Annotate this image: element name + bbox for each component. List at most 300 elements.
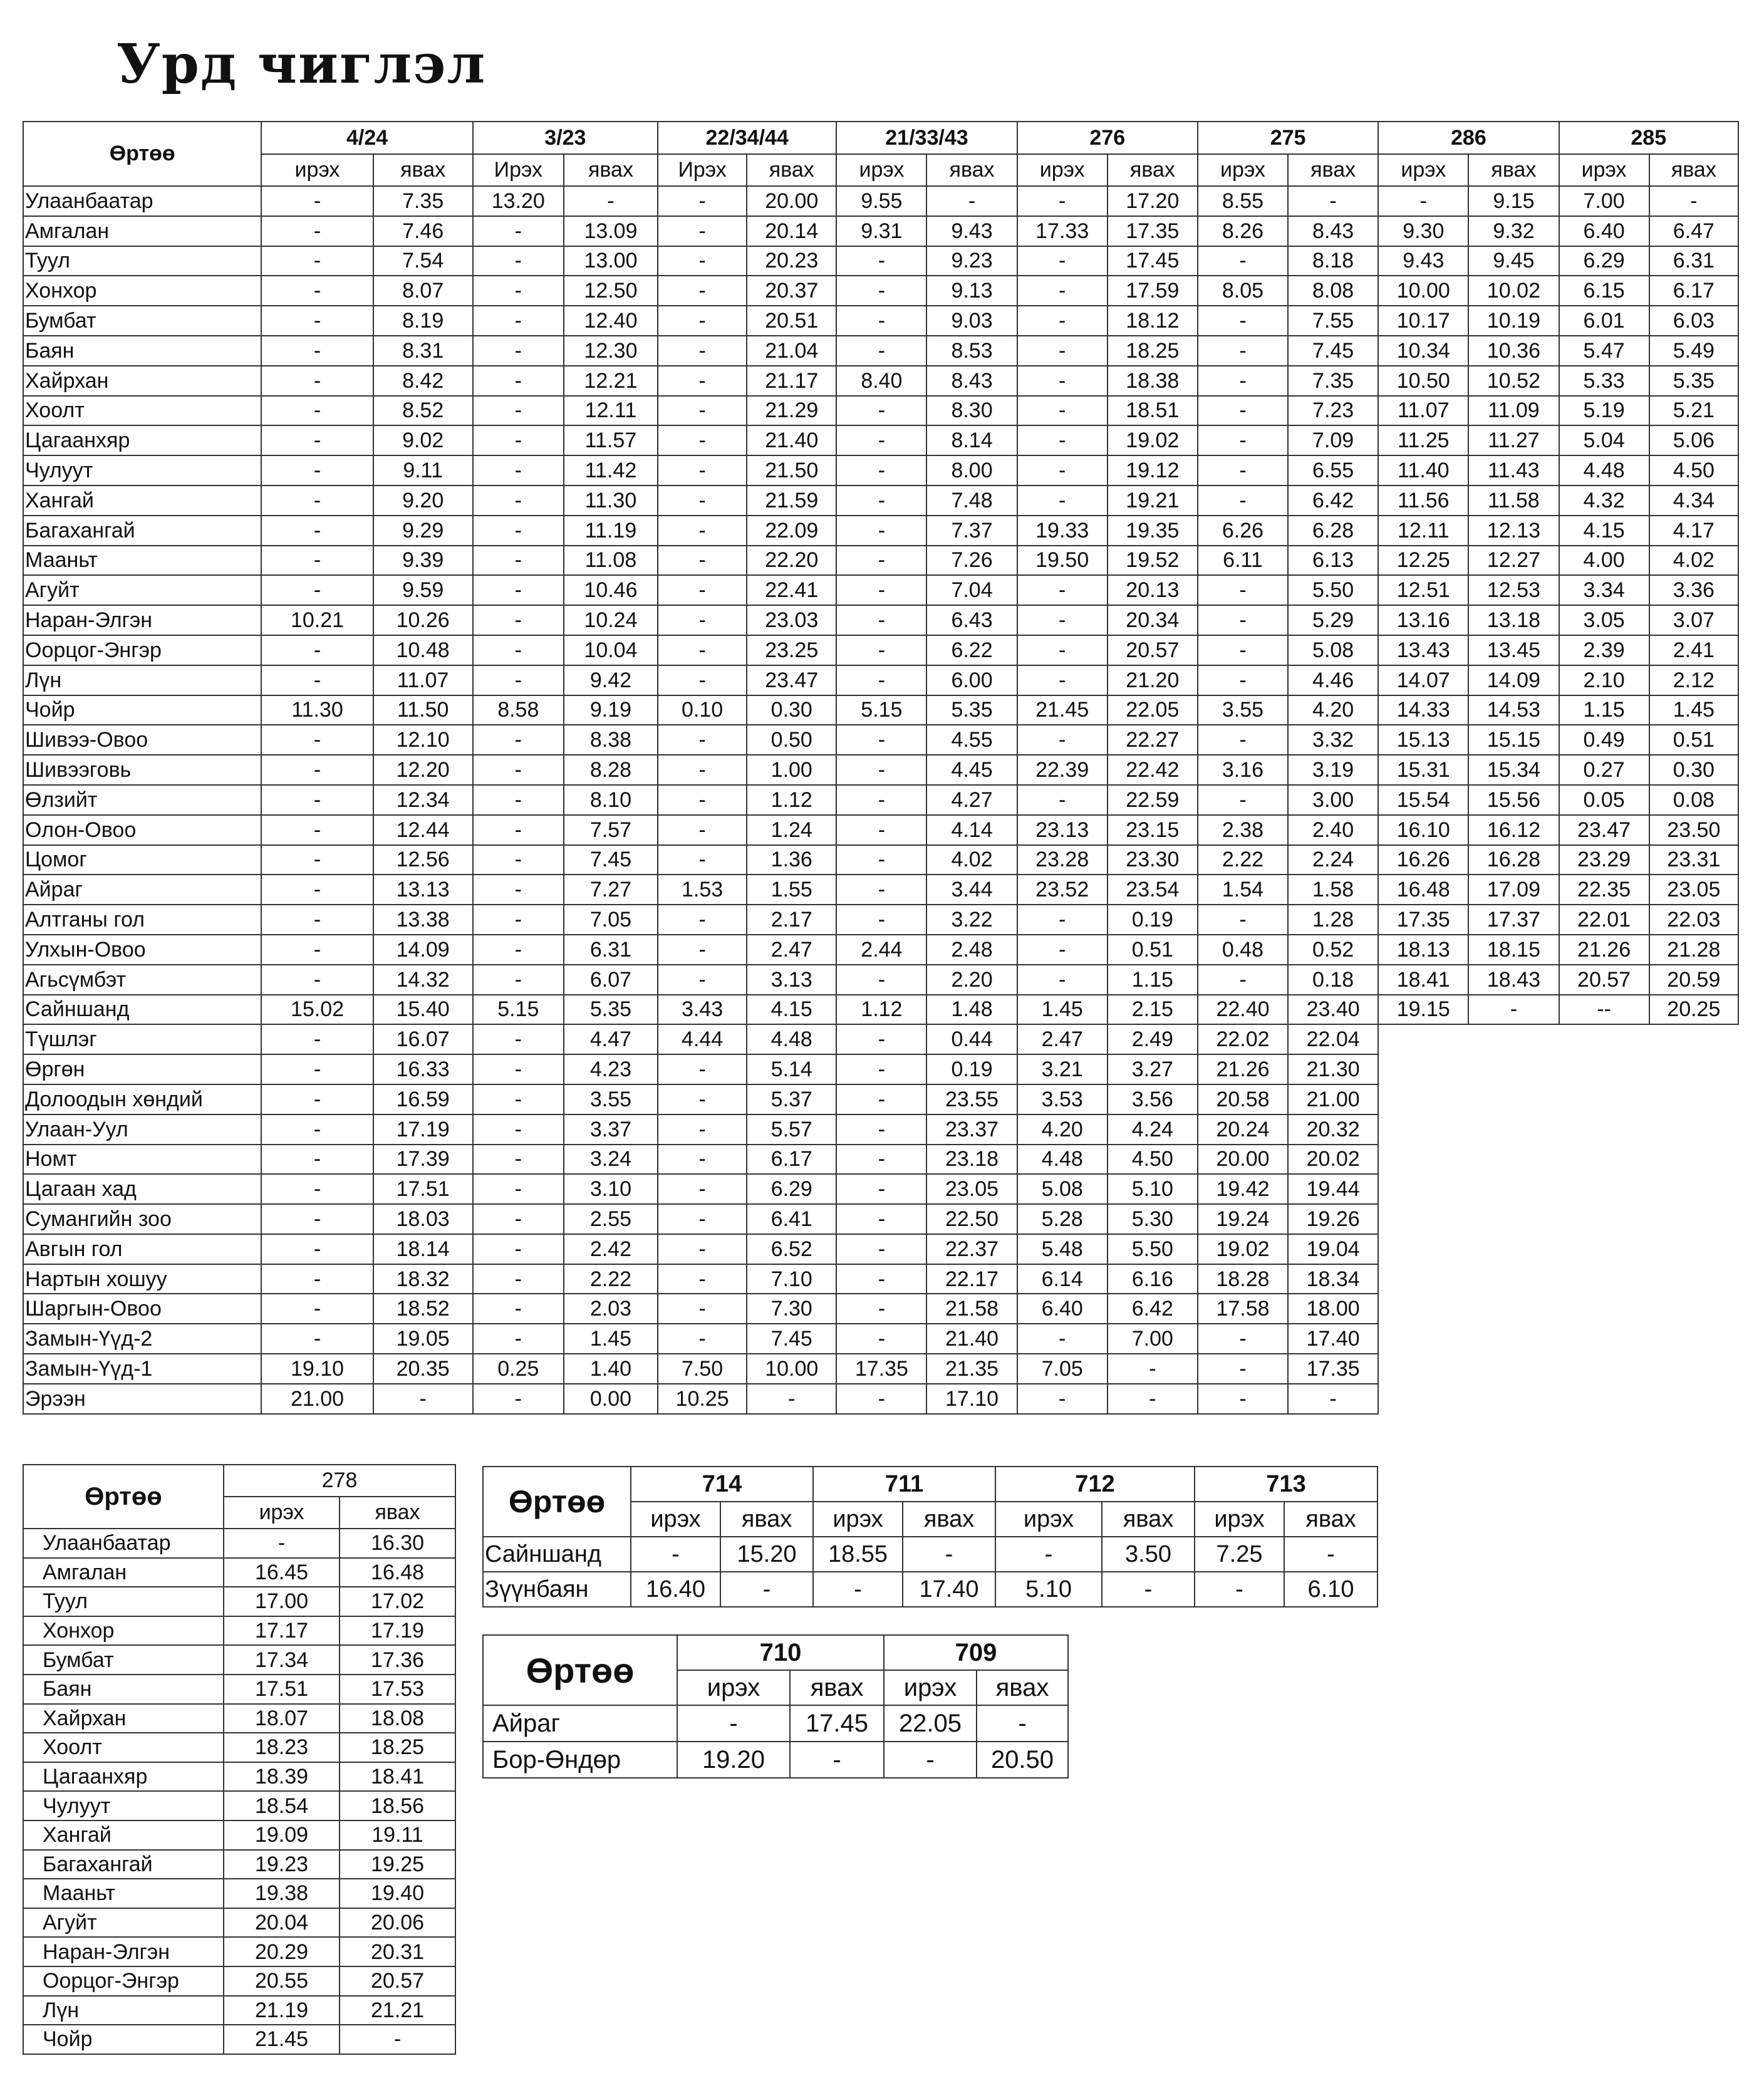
table-row <box>23 336 1738 366</box>
departure-time: 1.40 <box>564 1354 658 1384</box>
arrival-time: 17.33 <box>1017 216 1108 246</box>
arrival-time: 0.10 <box>658 695 747 725</box>
arrival-time: 8.55 <box>1198 186 1288 216</box>
arrival-time: - <box>658 1204 747 1234</box>
station-name: Хангай <box>23 1821 224 1850</box>
arrival-time: 2.47 <box>1017 1024 1108 1054</box>
arrival-time: - <box>1017 486 1108 516</box>
table-row <box>23 1616 455 1646</box>
station-name: Лүн <box>23 1996 224 2025</box>
table-row <box>23 1791 455 1821</box>
departure-time: 1.36 <box>747 845 836 875</box>
arrival-time: - <box>261 905 373 935</box>
arrival-time: - <box>1017 665 1108 695</box>
departure-time: 23.37 <box>926 1114 1017 1145</box>
departure-time: 20.59 <box>1649 965 1738 995</box>
arrival-time: - <box>473 425 564 455</box>
departure-time: 4.50 <box>1108 1145 1198 1175</box>
departure-time: 0.30 <box>747 695 836 725</box>
departure-time: 8.31 <box>373 336 473 366</box>
arrival-time: - <box>658 455 747 486</box>
arrival-time: 1.45 <box>1017 995 1108 1025</box>
departure-time: 5.08 <box>1288 635 1378 665</box>
arrival-time: - <box>1017 935 1108 965</box>
departure-time: 22.41 <box>747 575 836 605</box>
table-row <box>23 1558 455 1587</box>
departure-time: 21.00 <box>1288 1084 1378 1114</box>
departure-time: 6.03 <box>1649 306 1738 336</box>
departure-time: 12.40 <box>564 306 658 336</box>
departure-time: - <box>926 186 1017 216</box>
station-name: Цагаан хад <box>23 1174 261 1204</box>
departure-time: 3.24 <box>564 1145 658 1175</box>
table-row <box>23 425 1738 455</box>
departure-time: 9.13 <box>926 276 1017 306</box>
table-row <box>23 1762 455 1792</box>
arrival-time: 5.48 <box>1017 1234 1108 1264</box>
station-name: Амгалан <box>23 1558 224 1587</box>
arrival-time: - <box>473 1145 564 1175</box>
empty-cell <box>1378 1174 1738 1204</box>
arrival-time: - <box>631 1537 720 1572</box>
departure-time: 8.38 <box>564 725 658 755</box>
arrival-time: - <box>836 516 926 546</box>
table-row <box>483 1705 1068 1742</box>
station-name: Чулуут <box>23 1791 224 1821</box>
departure-time: 10.36 <box>1468 336 1559 366</box>
table-row <box>23 695 1738 725</box>
departure-time: 3.55 <box>564 1084 658 1114</box>
departure-time: 23.03 <box>747 605 836 635</box>
departure-time: 11.07 <box>373 665 473 695</box>
departure-time: 15.40 <box>373 995 473 1025</box>
arrival-time: - <box>261 425 373 455</box>
departure-time: 19.12 <box>1108 455 1198 486</box>
arrival-time: - <box>658 965 747 995</box>
table-row <box>23 665 1738 695</box>
departure-time: 6.41 <box>747 1204 836 1234</box>
departure-time: 3.19 <box>1288 755 1378 785</box>
arrival-time: - <box>658 1145 747 1175</box>
departure-time: 2.49 <box>1108 1024 1198 1054</box>
station-name: Мааньт <box>23 546 261 576</box>
departure-time: 9.39 <box>373 546 473 576</box>
station-name: Агуйт <box>23 1908 224 1938</box>
departure-time: 21.04 <box>747 336 836 366</box>
departure-time: 13.45 <box>1468 635 1559 665</box>
departure-time: 12.34 <box>373 785 473 815</box>
departure-time: - <box>1649 186 1738 216</box>
arrival-time: - <box>836 1145 926 1175</box>
departure-time: 17.45 <box>1108 246 1198 276</box>
arrival-time: 4.00 <box>1559 546 1649 576</box>
arrival-time: - <box>658 1324 747 1354</box>
departure-time: 8.52 <box>373 396 473 426</box>
departure-time: 8.19 <box>373 306 473 336</box>
departure-time: 12.30 <box>564 336 658 366</box>
departure-time: 2.24 <box>1288 845 1378 875</box>
departure-time: 1.58 <box>1288 875 1378 905</box>
arrival-time: - <box>473 216 564 246</box>
departure-time: 3.37 <box>564 1114 658 1145</box>
arrival-time: - <box>473 336 564 366</box>
departure-header: явах <box>926 154 1017 186</box>
departure-time: 6.42 <box>1288 486 1378 516</box>
departure-time: 7.27 <box>564 875 658 905</box>
arrival-time: - <box>658 815 747 845</box>
station-name: Агуйт <box>23 575 261 605</box>
arrival-time: - <box>261 336 373 366</box>
table-row <box>23 1675 455 1704</box>
train-number-285: 285 <box>1559 122 1738 154</box>
arrival-time: 7.50 <box>658 1354 747 1384</box>
table-row <box>23 1850 455 1879</box>
departure-time: 6.17 <box>747 1145 836 1175</box>
arrival-time: 11.30 <box>261 695 373 725</box>
departure-time: 9.15 <box>1468 186 1559 216</box>
arrival-time: 2.39 <box>1559 635 1649 665</box>
departure-time: 5.35 <box>1649 366 1738 396</box>
departure-time: 1.48 <box>926 995 1017 1025</box>
arrival-time: 21.45 <box>224 2025 340 2054</box>
departure-time: - <box>790 1742 884 1778</box>
arrival-time: - <box>473 366 564 396</box>
departure-time: 11.42 <box>564 455 658 486</box>
table-row <box>23 246 1738 276</box>
arrival-header: Ирэх <box>473 154 564 186</box>
arrival-time: 10.21 <box>261 605 373 635</box>
arrival-time: - <box>473 875 564 905</box>
departure-time: 7.26 <box>926 546 1017 576</box>
station-name: Хоолт <box>23 1733 224 1762</box>
departure-time: 12.27 <box>1468 546 1559 576</box>
arrival-time: 3.05 <box>1559 605 1649 635</box>
departure-time: 15.15 <box>1468 725 1559 755</box>
arrival-time: 4.32 <box>1559 486 1649 516</box>
table-row <box>23 1264 1738 1294</box>
departure-time: 7.54 <box>373 246 473 276</box>
arrival-time: 18.54 <box>224 1791 340 1821</box>
departure-time: 21.40 <box>926 1324 1017 1354</box>
arrival-time: 8.05 <box>1198 276 1288 306</box>
table-row <box>23 1234 1738 1264</box>
arrival-time: - <box>473 486 564 516</box>
departure-time: 11.57 <box>564 425 658 455</box>
departure-time: 8.10 <box>564 785 658 815</box>
departure-time: 18.56 <box>340 1791 455 1821</box>
arrival-time: - <box>836 1324 926 1354</box>
station-name: Бумбат <box>23 306 261 336</box>
departure-time: 3.13 <box>747 965 836 995</box>
station-name: Хайрхан <box>23 366 261 396</box>
arrival-time: - <box>473 1264 564 1294</box>
departure-time: 10.19 <box>1468 306 1559 336</box>
arrival-time: - <box>658 216 747 246</box>
departure-time: 18.38 <box>1108 366 1198 396</box>
station-name: Багахангай <box>23 1850 224 1879</box>
arrival-time: 16.48 <box>1378 875 1468 905</box>
arrival-time: - <box>658 785 747 815</box>
departure-time: 18.15 <box>1468 935 1559 965</box>
departure-time: 5.35 <box>564 995 658 1025</box>
arrival-time: 5.08 <box>1017 1174 1108 1204</box>
table-row <box>23 605 1738 635</box>
table-row <box>23 1054 1738 1084</box>
arrival-time: - <box>836 845 926 875</box>
arrival-time: 9.55 <box>836 186 926 216</box>
arrival-time: - <box>473 635 564 665</box>
departure-time: 22.20 <box>747 546 836 576</box>
departure-time: 18.52 <box>373 1294 473 1324</box>
departure-time: 22.09 <box>747 516 836 546</box>
arrival-time: 19.02 <box>1198 1234 1288 1264</box>
arrival-time: - <box>473 1384 564 1414</box>
departure-time: 4.47 <box>564 1024 658 1054</box>
departure-time: 6.31 <box>1649 246 1738 276</box>
departure-time: 0.51 <box>1108 935 1198 965</box>
departure-time: 8.43 <box>926 366 1017 396</box>
departure-time: 17.10 <box>926 1384 1017 1414</box>
arrival-header: ирэх <box>995 1502 1102 1537</box>
departure-time: 7.45 <box>1288 336 1378 366</box>
departure-time: 21.17 <box>747 366 836 396</box>
table-row <box>23 935 1738 965</box>
arrival-header: ирэх <box>677 1670 790 1705</box>
arrival-time: - <box>473 396 564 426</box>
departure-time: 19.44 <box>1288 1174 1378 1204</box>
table-row <box>23 1704 455 1733</box>
departure-time: 7.37 <box>926 516 1017 546</box>
departure-time: 12.21 <box>564 366 658 396</box>
departure-time: 16.07 <box>373 1024 473 1054</box>
arrival-time: 20.55 <box>224 1966 340 1996</box>
arrival-time: - <box>1017 1384 1108 1414</box>
departure-time: 7.09 <box>1288 425 1378 455</box>
departure-time: 4.17 <box>1649 516 1738 546</box>
departure-time: 8.53 <box>926 336 1017 366</box>
departure-time: 9.19 <box>564 695 658 725</box>
arrival-time: - <box>1017 785 1108 815</box>
arrival-time: - <box>658 1294 747 1324</box>
arrival-time: - <box>658 246 747 276</box>
station-name: Алтганы гол <box>23 905 261 935</box>
empty-cell <box>1378 1024 1738 1054</box>
arrival-time: 18.55 <box>813 1537 903 1572</box>
arrival-time: 10.34 <box>1378 336 1468 366</box>
departure-time: 5.35 <box>926 695 1017 725</box>
train-number-709: 709 <box>884 1635 1068 1670</box>
departure-time: 17.37 <box>1468 905 1559 935</box>
departure-time: - <box>1102 1572 1195 1607</box>
departure-time: 3.44 <box>926 875 1017 905</box>
departure-time: 0.30 <box>1649 755 1738 785</box>
arrival-time: - <box>473 1294 564 1324</box>
arrival-time: - <box>1017 306 1108 336</box>
departure-time: 4.14 <box>926 815 1017 845</box>
departure-header: явах <box>1102 1502 1195 1537</box>
arrival-time: 21.26 <box>1559 935 1649 965</box>
arrival-header: ирэх <box>1198 154 1288 186</box>
arrival-time: - <box>473 605 564 635</box>
departure-time: 11.30 <box>564 486 658 516</box>
departure-time: 16.28 <box>1468 845 1559 875</box>
arrival-time: 20.57 <box>1559 965 1649 995</box>
departure-time: 17.35 <box>1288 1354 1378 1384</box>
arrival-time: - <box>658 605 747 635</box>
table-row <box>23 965 1738 995</box>
arrival-time: 19.10 <box>261 1354 373 1384</box>
arrival-time: 3.53 <box>1017 1084 1108 1114</box>
departure-time: 2.41 <box>1649 635 1738 665</box>
arrival-time: - <box>261 965 373 995</box>
empty-cell <box>1378 1294 1738 1324</box>
departure-time: 1.00 <box>747 755 836 785</box>
arrival-time: 10.17 <box>1378 306 1468 336</box>
arrival-time: - <box>261 875 373 905</box>
departure-time: 6.07 <box>564 965 658 995</box>
arrival-time: - <box>836 725 926 755</box>
train-number-711: 711 <box>813 1467 995 1502</box>
station-name: Оорцог-Энгэр <box>23 1966 224 1996</box>
departure-time: 17.20 <box>1108 186 1198 216</box>
station-column-header: Өртөө <box>483 1635 677 1705</box>
arrival-time: - <box>1198 1354 1288 1384</box>
arrival-time: - <box>1017 455 1108 486</box>
arrival-time: - <box>473 935 564 965</box>
departure-time: 20.50 <box>977 1742 1068 1778</box>
arrival-time: 7.00 <box>1559 186 1649 216</box>
departure-time: 23.31 <box>1649 845 1738 875</box>
arrival-time: - <box>658 1234 747 1264</box>
arrival-time: - <box>836 1294 926 1324</box>
departure-time: 8.18 <box>1288 246 1378 276</box>
train-number-278: 278 <box>224 1465 455 1497</box>
arrival-time: 5.10 <box>995 1572 1102 1607</box>
arrival-time: - <box>261 1324 373 1354</box>
station-name: Улаанбаатар <box>23 186 261 216</box>
departure-time: 9.20 <box>373 486 473 516</box>
departure-time: 5.50 <box>1108 1234 1198 1264</box>
arrival-time: 19.38 <box>224 1879 340 1908</box>
departure-time: 18.32 <box>373 1264 473 1294</box>
arrival-time: - <box>261 1084 373 1114</box>
arrival-header: ирэх <box>224 1497 340 1529</box>
arrival-time: - <box>1017 575 1108 605</box>
departure-time: 20.25 <box>1649 995 1738 1025</box>
arrival-time: - <box>836 486 926 516</box>
arrival-time: 11.40 <box>1378 455 1468 486</box>
arrival-time: - <box>261 396 373 426</box>
arrival-departure-header-row <box>23 154 1738 186</box>
departure-time: 9.42 <box>564 665 658 695</box>
departure-time: 21.58 <box>926 1294 1017 1324</box>
departure-time: 6.29 <box>747 1174 836 1204</box>
table-row <box>23 1084 1738 1114</box>
departure-time: 17.19 <box>340 1616 455 1646</box>
arrival-time: 6.15 <box>1559 276 1649 306</box>
departure-time: 7.10 <box>747 1264 836 1294</box>
departure-time: - <box>1108 1354 1198 1384</box>
arrival-time: 4.15 <box>1559 516 1649 546</box>
departure-time: 22.04 <box>1288 1024 1378 1054</box>
arrival-time: 15.31 <box>1378 755 1468 785</box>
station-name: Шаргын-Овоо <box>23 1294 261 1324</box>
departure-time: 3.50 <box>1102 1537 1195 1572</box>
arrival-time: - <box>1017 336 1108 366</box>
arrival-time: 22.35 <box>1559 875 1649 905</box>
arrival-time: - <box>1017 965 1108 995</box>
arrival-time: - <box>658 486 747 516</box>
arrival-time: - <box>658 186 747 216</box>
departure-time: 23.47 <box>747 665 836 695</box>
departure-time: 6.28 <box>1288 516 1378 546</box>
departure-time: 17.19 <box>373 1114 473 1145</box>
arrival-time: 2.10 <box>1559 665 1649 695</box>
departure-time: 5.06 <box>1649 425 1738 455</box>
departure-time: 21.21 <box>340 1996 455 2025</box>
departure-time: 9.32 <box>1468 216 1559 246</box>
arrival-time: 20.04 <box>224 1908 340 1938</box>
arrival-header: ирэх <box>1017 154 1108 186</box>
departure-time: 16.59 <box>373 1084 473 1114</box>
departure-time: 18.12 <box>1108 306 1198 336</box>
arrival-time: 17.51 <box>224 1675 340 1704</box>
station-name: Нартын хошуу <box>23 1264 261 1294</box>
arrival-header: ирэх <box>1378 154 1468 186</box>
arrival-time: 9.30 <box>1378 216 1468 246</box>
arrival-time: 17.17 <box>224 1616 340 1646</box>
empty-cell <box>1378 1204 1738 1234</box>
arrival-time: - <box>836 336 926 366</box>
departure-header: явах <box>373 154 473 186</box>
departure-time: 13.18 <box>1468 605 1559 635</box>
departure-time: 9.43 <box>926 216 1017 246</box>
departure-time: - <box>1108 1384 1198 1414</box>
departure-time: 17.59 <box>1108 276 1198 306</box>
departure-time: - <box>1468 995 1559 1025</box>
arrival-time: - <box>261 1114 373 1145</box>
arrival-time: - <box>658 336 747 366</box>
departure-time: 8.00 <box>926 455 1017 486</box>
departure-time: 16.30 <box>340 1529 455 1558</box>
train-number-712: 712 <box>995 1467 1195 1502</box>
arrival-time: - <box>836 306 926 336</box>
departure-time: 18.14 <box>373 1234 473 1264</box>
departure-time: 4.23 <box>564 1054 658 1084</box>
arrival-time: 6.01 <box>1559 306 1649 336</box>
departure-time: 7.57 <box>564 815 658 845</box>
arrival-time: 8.26 <box>1198 216 1288 246</box>
arrival-time: 11.07 <box>1378 396 1468 426</box>
departure-time: 22.50 <box>926 1204 1017 1234</box>
arrival-time: 18.07 <box>224 1704 340 1733</box>
station-name: Бор-Өндөр <box>483 1742 677 1778</box>
departure-time: 19.52 <box>1108 546 1198 576</box>
arrival-time: 9.31 <box>836 216 926 246</box>
table-row <box>23 306 1738 336</box>
station-column-header: Өртөө <box>483 1467 631 1537</box>
departure-header: явах <box>903 1502 995 1537</box>
arrival-time: 10.25 <box>658 1384 747 1414</box>
arrival-time: - <box>836 965 926 995</box>
departure-time: 22.05 <box>1108 695 1198 725</box>
table-row <box>23 1937 455 1966</box>
arrival-time: - <box>261 1204 373 1234</box>
arrival-time: - <box>836 1234 926 1264</box>
arrival-time: - <box>836 905 926 935</box>
departure-time: 4.48 <box>747 1024 836 1054</box>
arrival-time: - <box>658 575 747 605</box>
